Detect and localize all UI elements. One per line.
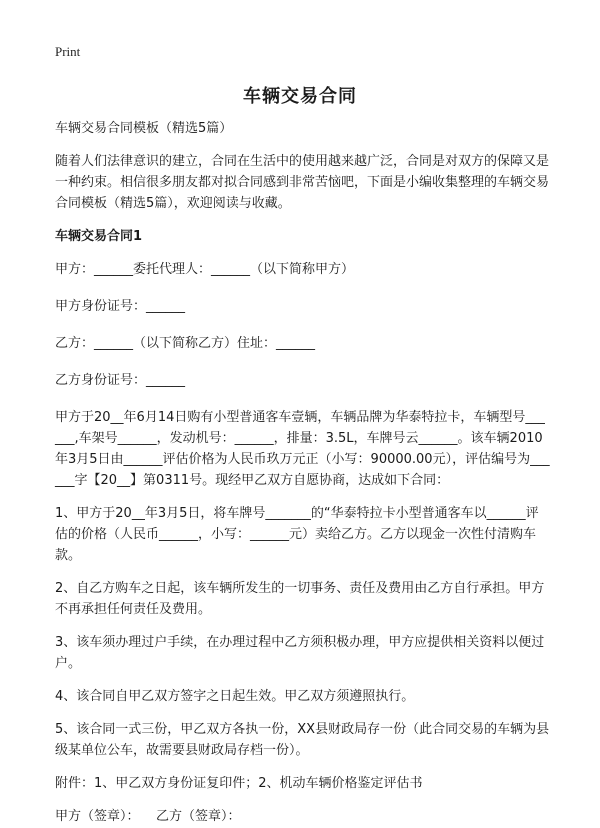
signatures-line: 甲方（签章）： 乙方（签章）： bbox=[55, 809, 241, 824]
clause-4: 4、该合同自甲乙双方签字之日起生效。甲乙双方须遵照执行。 bbox=[55, 689, 415, 704]
intro-paragraph: 随着人们法律意识的建立，合同在生活中的使用越来越广泛，合同是对双方的保障又是一种约束。相信很多朋友都对拟合同感到非常苦恼吧，下面是小编收集整理的车辆交易合同模板（精选5篇），欢迎阅读与收藏。 bbox=[55, 154, 550, 211]
document-title: 车辆交易合同 bbox=[243, 86, 357, 107]
background-paragraph: 甲方于20__年6月14日购有小型普通客车壹辆，车辆品牌为华泰特拉卡，车辆型号______,车架号______，发动机号：______，排量：3.5L，车牌号云______。该车辆2010年3月5日由______评估价格为人民币玖万元正（小写：90000.00元），评估编号为______字【20__】第0311号。现经甲乙双方自愿协商，达成如下合同： bbox=[55, 410, 550, 488]
document-subtitle: 车辆交易合同模板（精选5篇） bbox=[55, 121, 233, 136]
clause-5: 5、该合同一式三份，甲乙双方各执一份，XX县财政局存一份（此合同交易的车辆为县级某单位公车，故需要县财政局存档一份）。 bbox=[55, 722, 550, 758]
party-b-line: 乙方：______（以下简称乙方）住址：______ bbox=[55, 336, 316, 351]
section-heading: 车辆交易合同1 bbox=[55, 229, 143, 244]
party-a-line: 甲方：______委托代理人：______（以下简称甲方） bbox=[55, 262, 355, 277]
party-a-id-line: 甲方身份证号：______ bbox=[55, 299, 186, 314]
attachments-line: 附件：1、甲乙双方身份证复印件；2、机动车辆价格鉴定评估书 bbox=[55, 776, 423, 791]
print-link[interactable]: Print bbox=[55, 44, 81, 59]
clause-1: 1、甲方于20__年3月5日，将车牌号_______的“华泰特拉卡小型普通客车以______评估的价格（人民币______，小写：______元）卖给乙方。乙方以现金一次性付清购车款。 bbox=[55, 506, 539, 563]
document-body bbox=[55, 118, 550, 827]
clause-3: 3、该车须办理过户手续，在办理过程中乙方须积极办理，甲方应提供相关资料以便过户。 bbox=[55, 635, 545, 671]
party-b-id-line: 乙方身份证号：______ bbox=[55, 373, 186, 388]
clause-2: 2、自乙方购车之日起，该车辆所发生的一切事务、责任及费用由乙方自行承担。甲方不再承担任何责任及费用。 bbox=[55, 581, 545, 617]
